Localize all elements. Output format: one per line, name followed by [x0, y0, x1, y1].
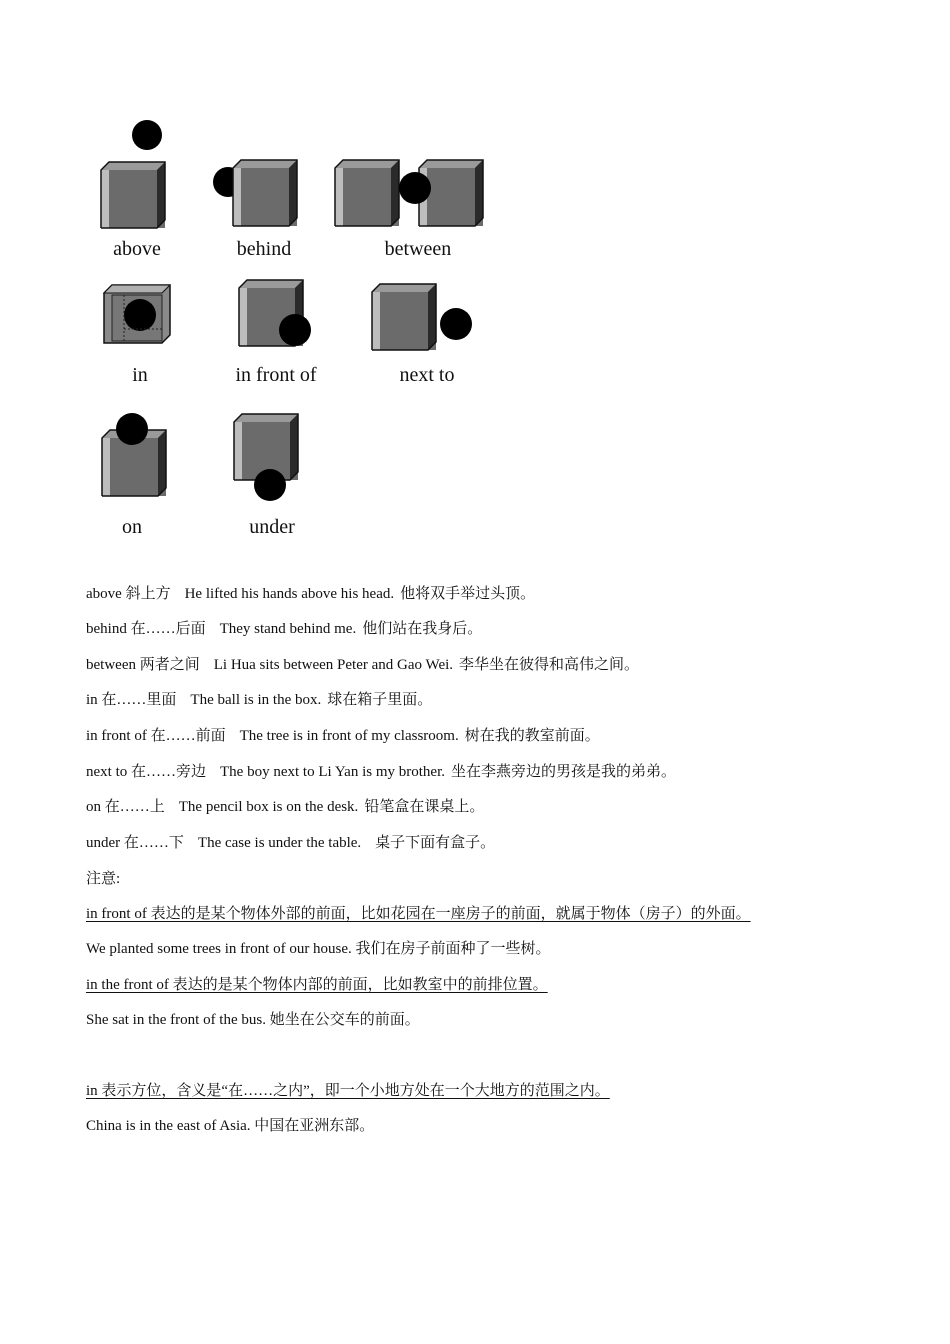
example-line [86, 655, 639, 675]
example-line [86, 619, 482, 639]
chinese-translation: 铅笔盒在课桌上。 [364, 799, 485, 815]
note-in-the-front-of: in the front of 表达的是某个物体内部的前面，比如教室中的前排位置。 [86, 977, 548, 993]
term: in 在……里面 [86, 692, 177, 708]
figure-above [99, 118, 169, 228]
figure-behind [213, 160, 303, 226]
example-line [86, 762, 676, 782]
chinese-translation: 坐在李燕旁边的男孩是我的弟弟。 [451, 764, 677, 780]
ball [124, 299, 156, 331]
label-next-to: next to [399, 364, 455, 386]
english-sentence: The pencil box is on the desk. [178, 799, 359, 815]
figure-between [335, 160, 495, 226]
cube [335, 160, 399, 226]
chinese-translation: 他们站在我身后。 [362, 621, 483, 637]
note-in: in 表示方位，含义是“在……之内”，即一个小地方处在一个大地方的范围之内。 [86, 1083, 610, 1099]
english-sentence: The tree is in front of my classroom. [239, 728, 459, 744]
cube [233, 160, 297, 226]
figure-on [100, 412, 172, 498]
ball [440, 308, 472, 340]
english-sentence: They stand behind me. [219, 621, 357, 637]
ball [254, 469, 286, 501]
english-sentence: The case is under the table. [197, 835, 362, 851]
ball [132, 120, 162, 150]
term: above 斜上方 [86, 586, 171, 602]
chinese-translation: 他将双手举过头顶。 [400, 586, 536, 602]
label-above: above [113, 238, 161, 260]
figure-in-front-of [237, 280, 317, 348]
example-line [86, 797, 484, 817]
example-line [86, 584, 535, 604]
english-sentence: The ball is in the box. [190, 692, 322, 708]
note-in-front-of: in front of 表达的是某个物体外部的前面，比如花园在一座房子的前面，就属于物体（房子）的外面。 [86, 906, 751, 922]
term: in front of 在……前面 [86, 728, 226, 744]
label-in-front-of: in front of [235, 364, 317, 386]
english-sentence: Li Hua sits between Peter and Gao Wei. [213, 657, 454, 673]
term: next to 在……旁边 [86, 764, 206, 780]
english-sentence: He lifted his hands above his head. [184, 586, 395, 602]
term: on 在……上 [86, 799, 165, 815]
figure-under [232, 414, 304, 502]
ball [116, 413, 148, 445]
label-between: between [384, 238, 452, 260]
chinese-translation: 球在箱子里面。 [327, 692, 433, 708]
chinese-translation: 桌子下面有盒子。 [375, 835, 496, 851]
note-in-the-front-of-example: She sat in the front of the bus. 她坐在公交车的前面。 [86, 1012, 420, 1028]
cube [101, 162, 165, 228]
note-in-example: China is in the east of Asia. 中国在亚洲东部。 [86, 1118, 375, 1134]
term: between 两者之间 [86, 657, 200, 673]
example-line [86, 690, 432, 710]
english-sentence: The boy next to Li Yan is my brother. [220, 764, 445, 780]
chinese-translation: 李华坐在彼得和高伟之间。 [459, 657, 640, 673]
label-on: on [122, 516, 142, 538]
term: under 在……下 [86, 835, 184, 851]
label-in: in [132, 364, 148, 386]
ball [279, 314, 311, 346]
notes-heading: 注意: [86, 871, 121, 887]
figure-next-to [372, 284, 482, 346]
ball [399, 172, 431, 204]
note-in-front-of-example: We planted some trees in front of our house. 我们在房子前面种了一些树。 [86, 941, 551, 957]
label-behind: behind [236, 238, 292, 260]
term: behind 在……后面 [86, 621, 206, 637]
cube [372, 284, 436, 350]
label-under: under [249, 516, 295, 538]
figure-in [104, 285, 174, 347]
chinese-translation: 树在我的教室前面。 [464, 728, 600, 744]
example-line [86, 726, 600, 746]
example-line [86, 833, 495, 853]
